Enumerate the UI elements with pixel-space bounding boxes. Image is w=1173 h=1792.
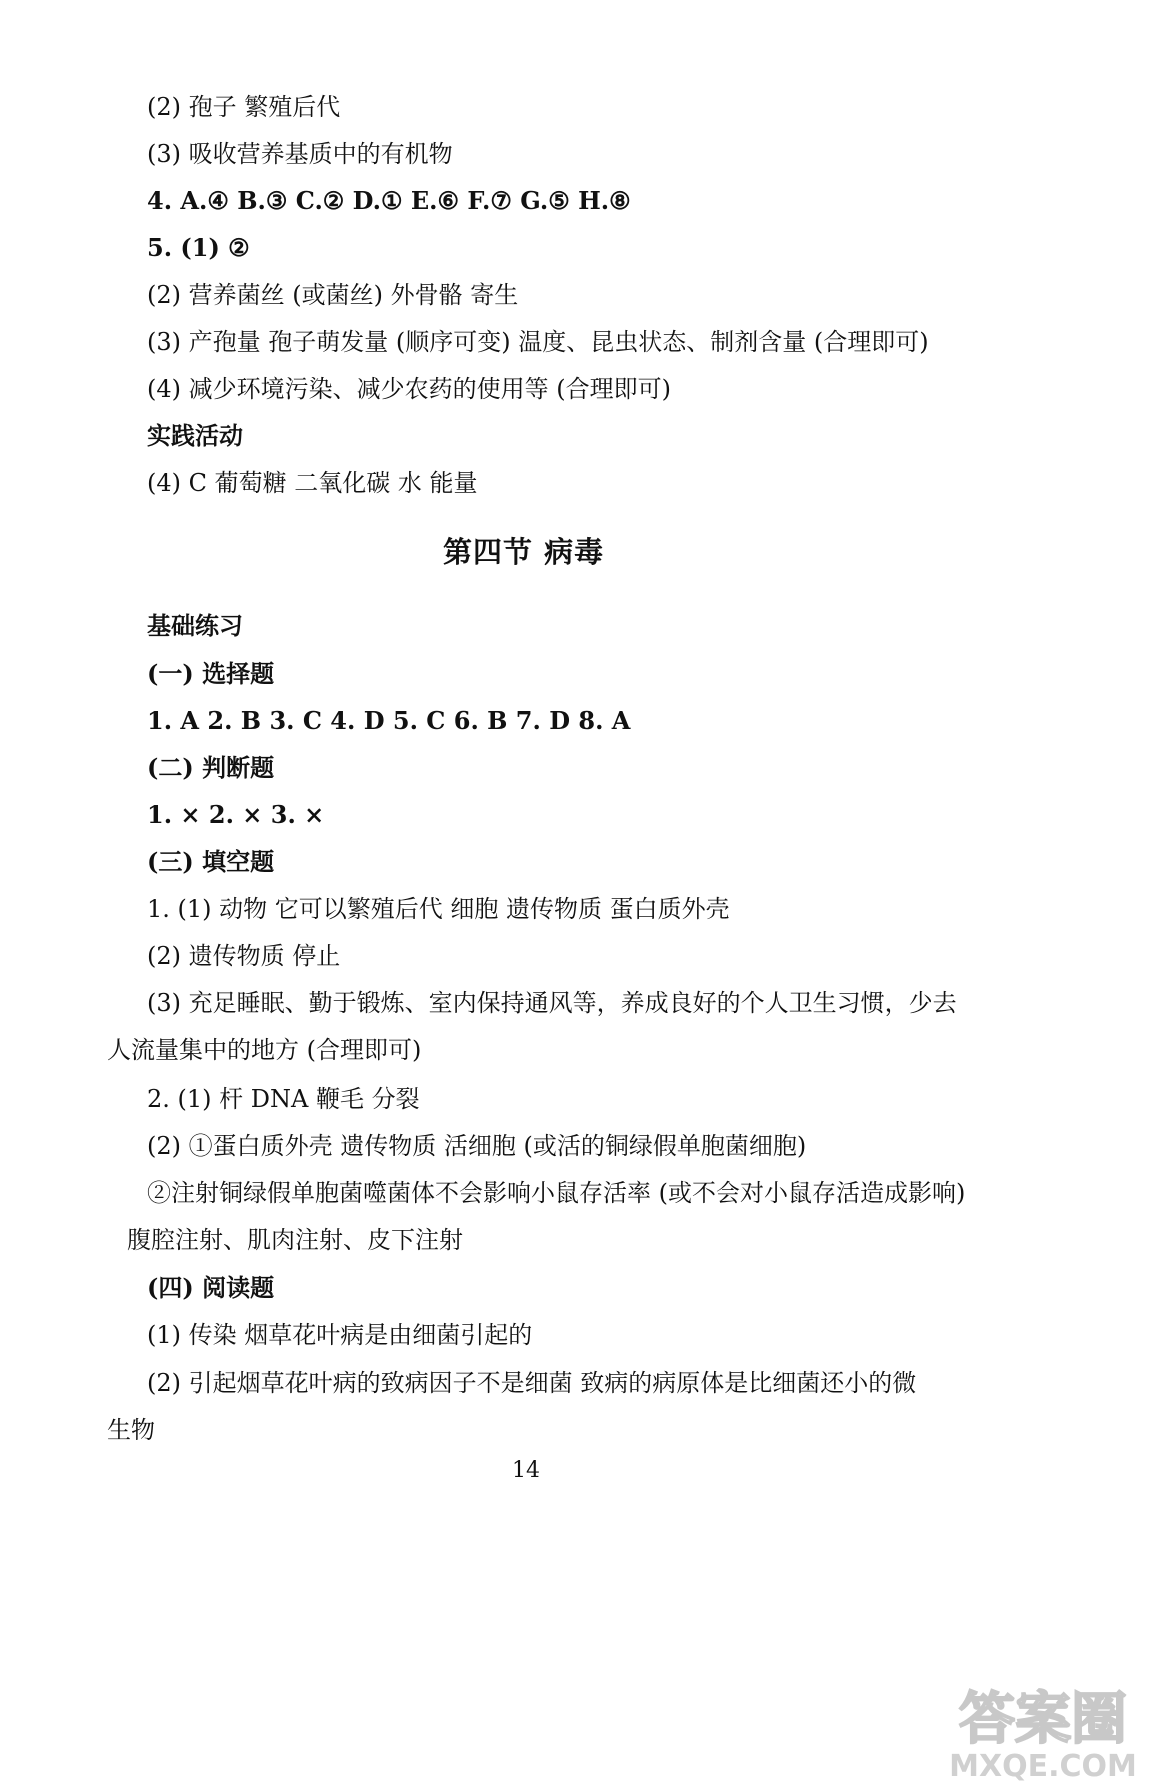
answer-line: 1. (1) 动物 它可以繁殖后代 细胞 遗传物质 蛋白质外壳 xyxy=(147,895,730,923)
subsection-heading: 实践活动 xyxy=(147,421,243,450)
answer-line: (1) 传染 烟草花叶病是由细菌引起的 xyxy=(147,1321,533,1349)
answer-line: 1. × 2. × 3. × xyxy=(147,800,325,829)
answer-line: (3) 吸收营养基质中的有机物 xyxy=(147,140,453,168)
answer-line: (2) ①蛋白质外壳 遗传物质 活细胞 (或活的铜绿假单胞菌细胞) xyxy=(147,1132,807,1160)
answer-line: 人流量集中的地方 (合理即可) xyxy=(107,1036,422,1064)
answer-line: 2. (1) 杆 DNA 鞭毛 分裂 xyxy=(147,1085,420,1113)
section-title: 第四节 病毒 xyxy=(443,535,605,569)
subsection-heading: 基础练习 xyxy=(147,611,243,640)
question-type-heading: (四) 阅读题 xyxy=(147,1273,275,1302)
answer-line: (2) 营养菌丝 (或菌丝) 外骨骼 寄生 xyxy=(147,281,519,309)
answer-line: (4) 减少环境污染、减少农药的使用等 (合理即可) xyxy=(147,375,671,403)
answer-line: (4) C 葡萄糖 二氧化碳 水 能量 xyxy=(147,469,478,497)
answer-line: (2) 遗传物质 停止 xyxy=(147,942,341,970)
answer-line: 4. A.④ B.③ C.② D.① E.⑥ F.⑦ G.⑤ H.⑧ xyxy=(147,186,631,215)
answer-line: (3) 充足睡眠、勤于锻炼、室内保持通风等，养成良好的个人卫生习惯，少去 xyxy=(147,989,957,1017)
question-type-heading: (二) 判断题 xyxy=(147,753,275,782)
answer-line: ②注射铜绿假单胞菌噬菌体不会影响小鼠存活率 (或不会对小鼠存活造成影响) xyxy=(147,1179,966,1207)
answer-line: (3) 产孢量 孢子萌发量 (顺序可变) 温度、昆虫状态、制剂含量 (合理即可) xyxy=(147,328,929,356)
answer-line: (2) 引起烟草花叶病的致病因子不是细菌 致病的病原体是比细菌还小的微 xyxy=(147,1369,917,1397)
svg-text:答案圈: 答案圈 xyxy=(959,1687,1127,1752)
question-type-heading: (一) 选择题 xyxy=(147,659,275,688)
watermark-logo xyxy=(925,1676,1165,1786)
page-number: 14 xyxy=(512,1458,540,1483)
answer-line: 1. A 2. B 3. C 4. D 5. C 6. B 7. D 8. A xyxy=(147,706,631,735)
answer-line: 生物 xyxy=(107,1416,155,1444)
svg-text:MXQE.COM: MXQE.COM xyxy=(949,1749,1137,1784)
answer-line: 腹腔注射、肌肉注射、皮下注射 xyxy=(127,1226,463,1254)
answer-line: 5. (1) ② xyxy=(147,233,250,262)
answer-line: (2) 孢子 繁殖后代 xyxy=(147,93,341,121)
question-type-heading: (三) 填空题 xyxy=(147,847,275,876)
